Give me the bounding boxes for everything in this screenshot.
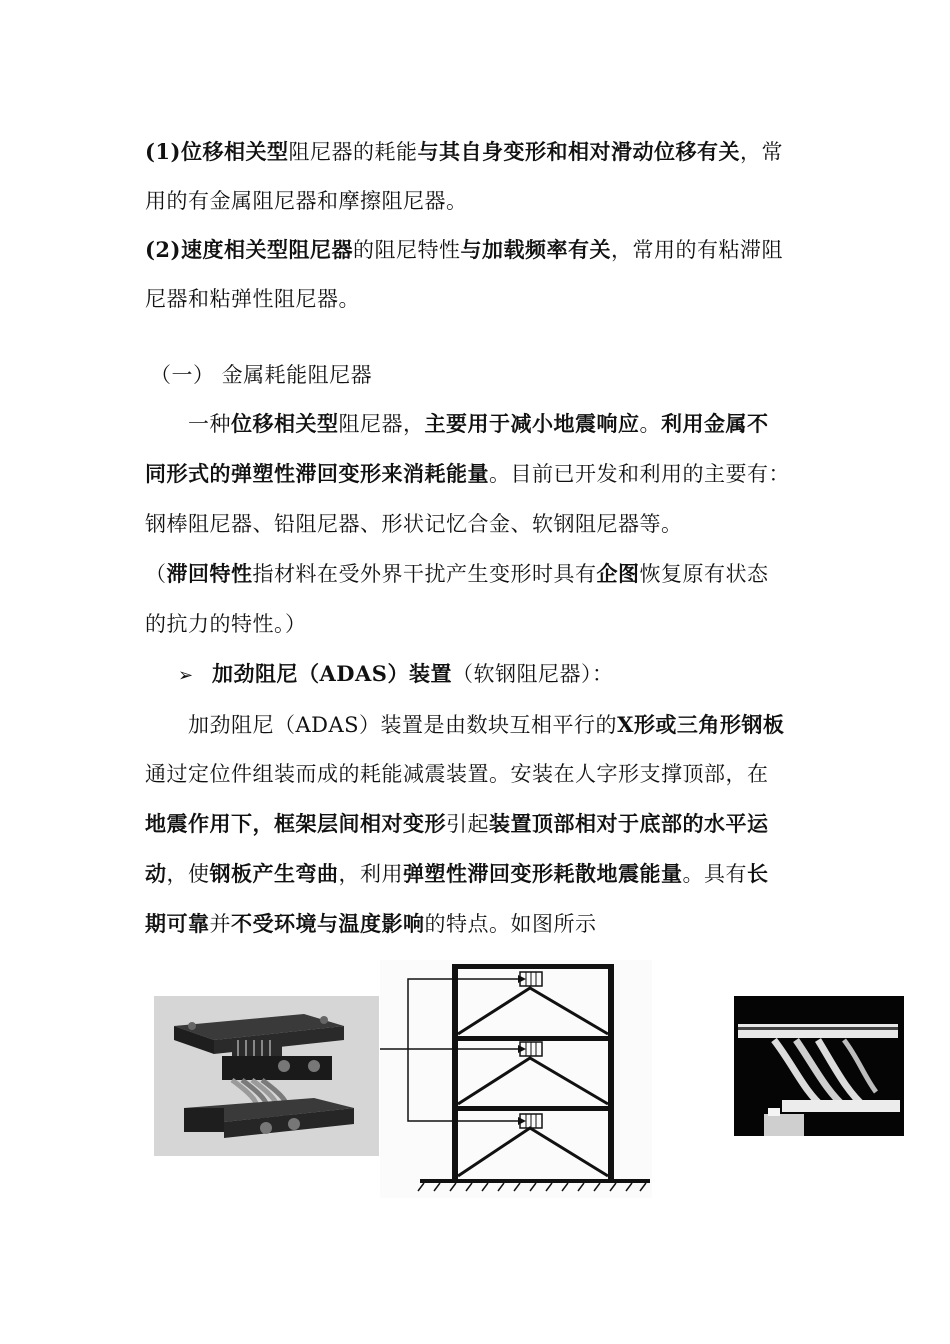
p4-line2: 的抗力的特性。） [145,612,307,636]
text-run: 。目前已开发和利用的主要有： [489,462,790,486]
text-run: （ [145,562,167,586]
p2-line1 [145,235,783,265]
text-run: 同形式的弹塑性滞回变形来消耗能量 [145,461,489,486]
p5-line2: 通过定位件组装而成的耗能减震装置。安装在人字形支撑顶部，在 [145,762,769,786]
p5-line1 [188,710,784,740]
installed-damper-photo [734,996,904,1136]
text-run: (2) [145,237,181,262]
text-run: 地震作用下，框架层间相对变形 [145,811,446,836]
text-run: 与加载频率有关 [460,237,611,262]
text-run: 引起 [446,812,489,836]
text-run: 滞回特性 [166,561,253,586]
p4-line1 [145,559,769,589]
adas-bullet [178,659,613,691]
text-run: 装置顶部相对于底部的水平运 [489,811,769,836]
text-run: 与其自身变形和相对滑动位移有关 [417,139,740,164]
text-run: 期可靠 [145,911,210,936]
text-run: ，常 [739,140,783,164]
text-run: 主要用于减小地震响应 [424,411,640,436]
text-run: X形或三角形钢板 [617,712,785,737]
text-run: (1) [145,139,181,164]
text-run: 位移相关型 [180,139,289,164]
bullet-text [212,662,613,686]
text-run: 。具有 [682,862,747,886]
p5-line4 [145,859,769,889]
text-run: 加劲阻尼（ADAS）装置是由数块互相平行的 [188,713,618,737]
p3-line1 [188,409,769,439]
frame-brace-diagram [380,960,652,1198]
p3-line3: 钢棒阻尼器、铅阻尼器、形状记忆合金、软钢阻尼器等。 [145,512,683,536]
text-run: 企图 [596,561,640,586]
text-run: 一种 [188,412,231,436]
text-run: ，使 [166,862,210,886]
text-run: 阻尼器， [338,412,425,436]
text-run: 长 [747,861,769,886]
text-run: 恢复原有状态 [639,562,769,586]
text-run: 。 [639,412,661,436]
text-run: 动 [145,861,167,886]
p5-line3 [145,809,769,839]
p5-line5 [145,909,597,939]
text-run: 指材料在受外界干扰产生变形时具有 [252,562,597,586]
text-run: ，常用的有粘滞阻 [610,238,783,262]
arrowhead-bullet-icon: ➢ [178,665,194,686]
text-run: ，利用 [338,862,403,886]
text-run: （软钢阻尼器）： [451,662,614,686]
p2-line2: 尼器和粘弹性阻尼器。 [145,287,360,311]
text-run: 不受环境与温度影响 [231,911,425,936]
p1-line2: 用的有金属阻尼器和摩擦阻尼器。 [145,189,468,213]
text-run: 弹塑性滞回变形耗散地震能量 [403,861,683,886]
text-run: 加劲阻尼（ADAS）装置 [212,661,452,686]
text-run: 的阻尼特性 [352,238,461,262]
p3-line2 [145,459,790,489]
text-run: 并 [209,912,231,936]
text-run: 速度相关型阻尼器 [180,237,353,262]
text-run: 阻尼器的耗能 [288,140,418,164]
p1-line1 [145,137,783,167]
section-heading: （一） 金属耗能阻尼器 [150,363,373,387]
text-run: 钢板产生弯曲 [209,861,339,886]
text-run: 利用金属不 [661,411,769,436]
text-run: 的特点。如图所示 [424,912,597,936]
adas-damper-photo [154,996,379,1156]
text-run: 位移相关型 [231,411,339,436]
